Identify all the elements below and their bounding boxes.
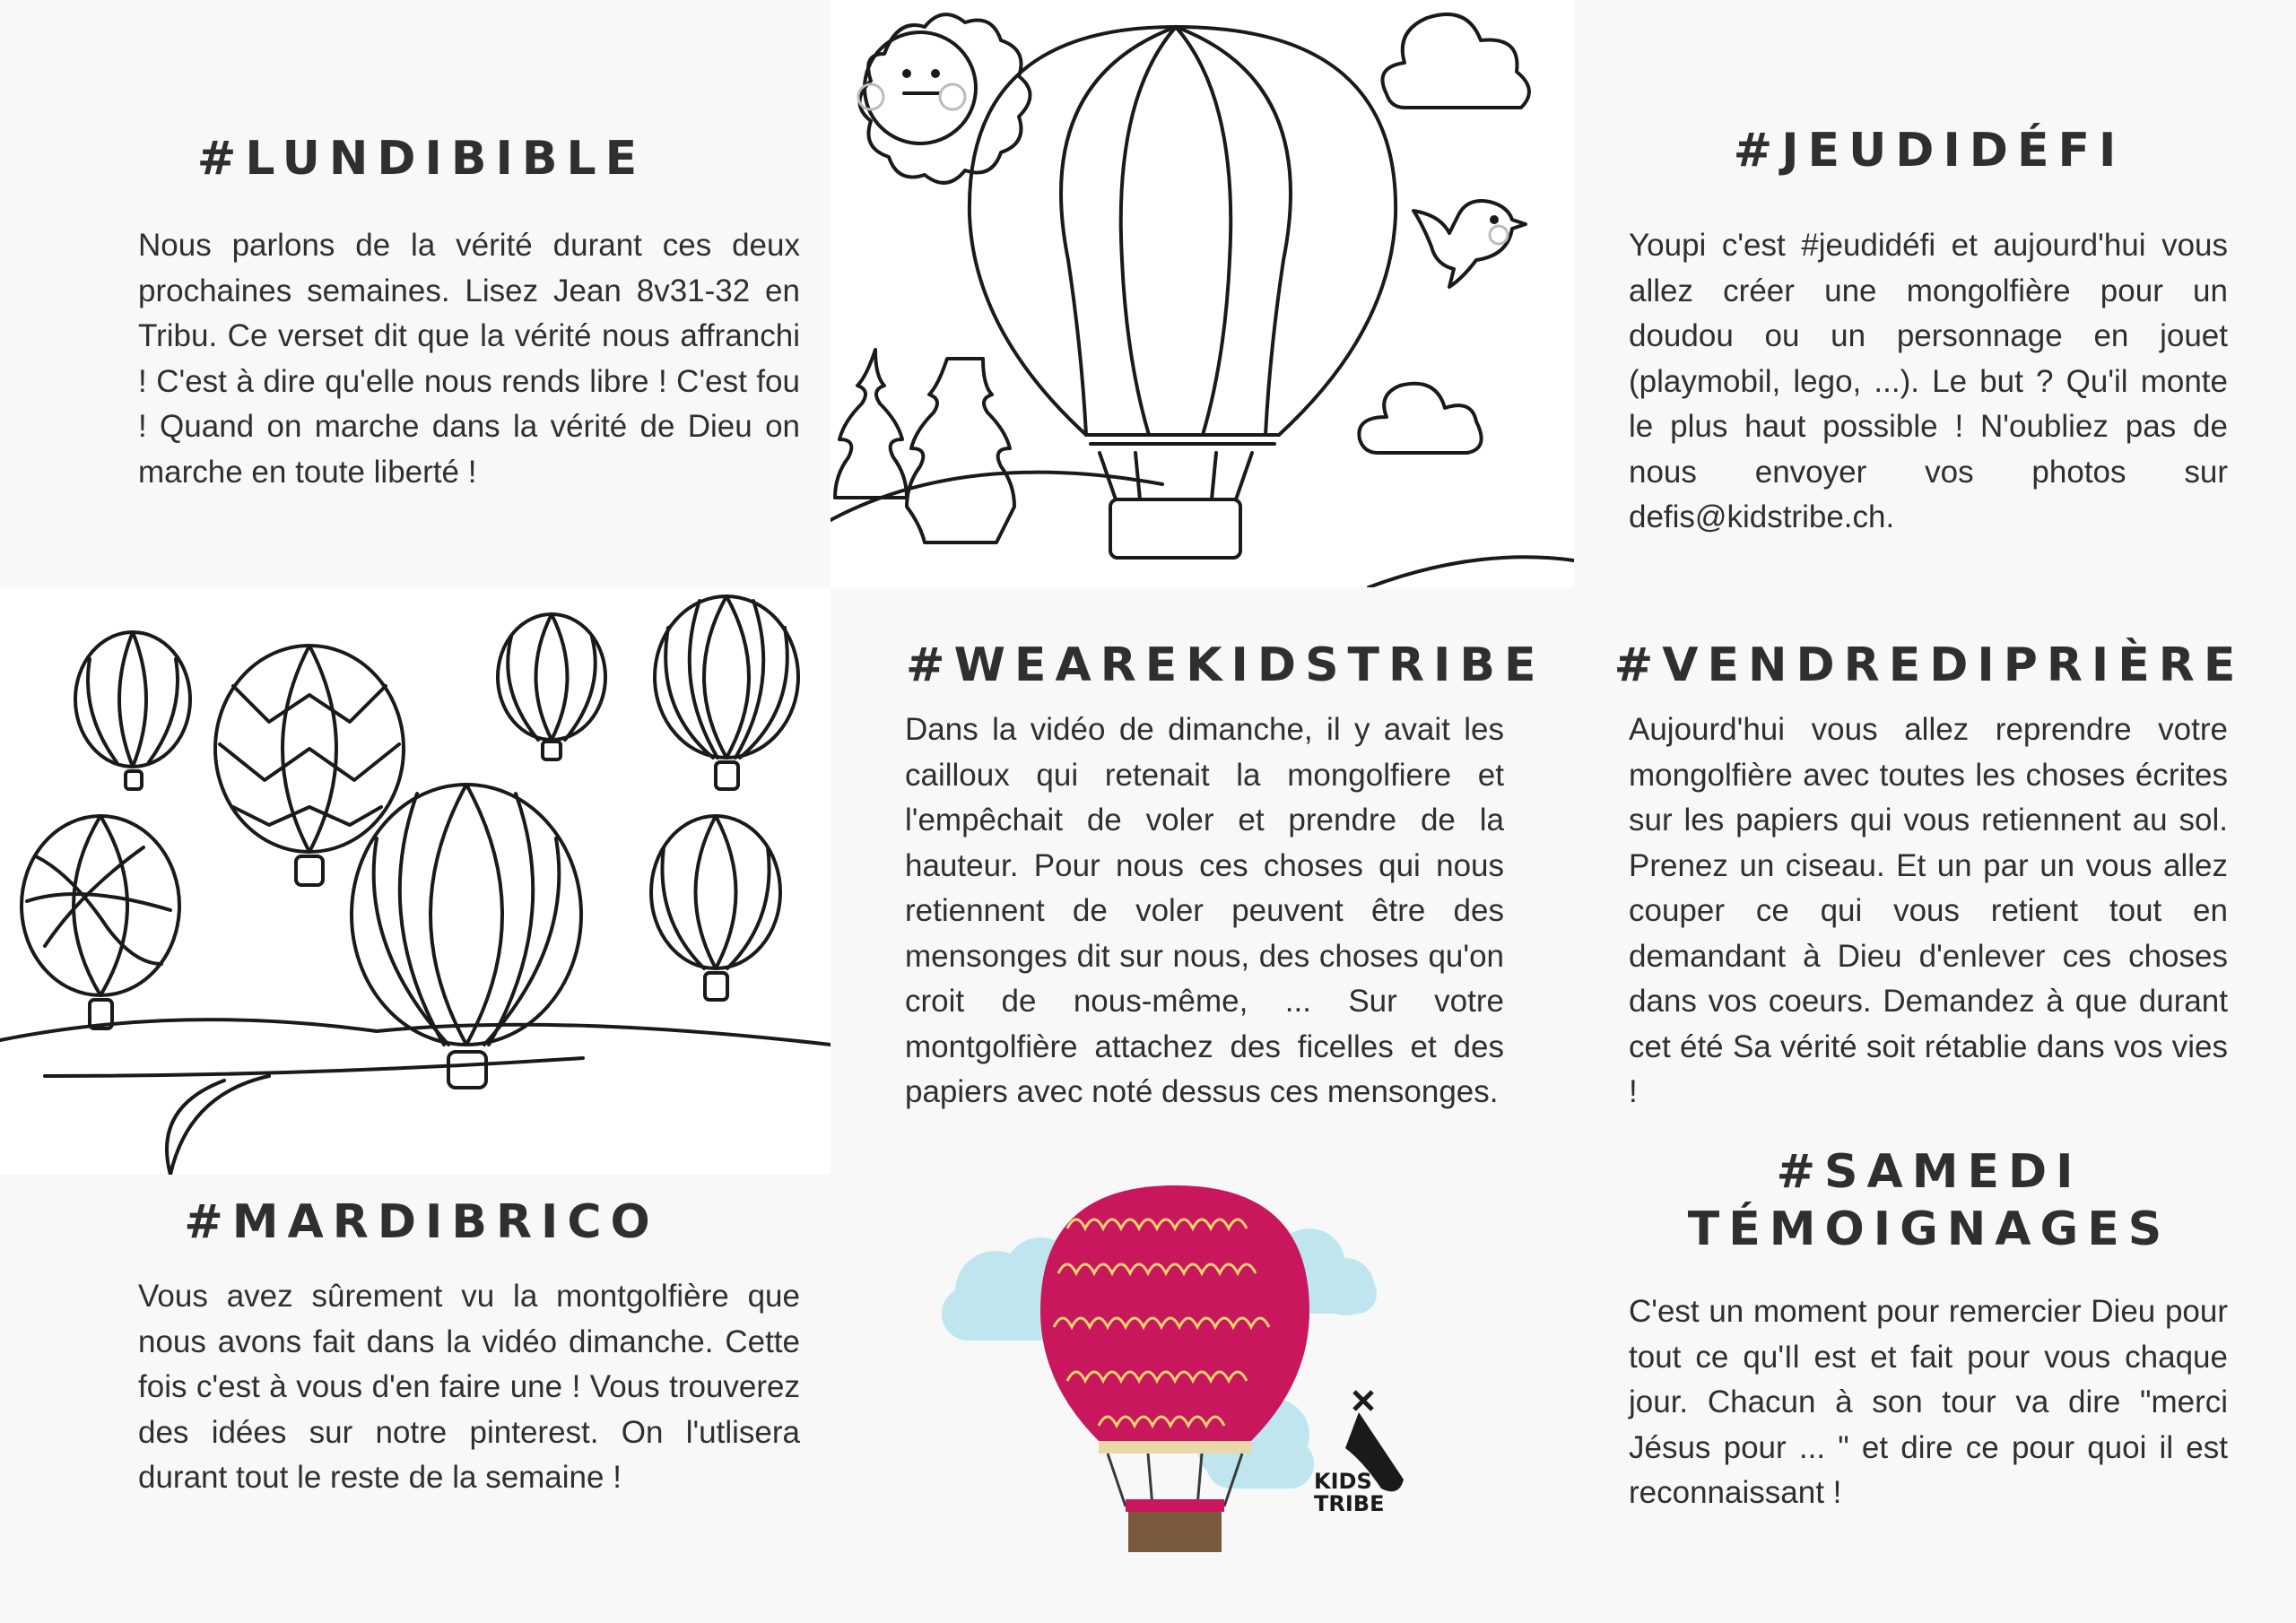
kidstribe-logo-icon [1314,1392,1404,1516]
logo-kids: KIDS [1314,1469,1372,1494]
hot-air-balloon-icon [352,785,581,1088]
sun-icon [858,14,1031,183]
wearekidstribe-text: Dans la vidéo de dimanche, il y avait les cailloux qui retenait la mongolfiere et l'empêchait de voler et prendre de la hauteur. Pour nous ces choses qui nous retiennent de voler peuvent être des mensonges dit sur nous, des choses qu'on croit de nous-même, ... Sur votre montgolfière attachez des ficelles et des papiers avec noté dessus ces mensonges. [905,712,1504,1109]
mardi-title: #MARDIBRICO [184,1195,659,1249]
bird-icon [1413,201,1526,287]
cloud-icon [1359,384,1481,453]
balloons-group-illustration [0,587,831,1175]
wearekidstribe-title: #WEAREKIDSTRIBE [906,638,1545,692]
vendredi-title: #VENDREDIPRIÈRE [1613,638,2245,692]
vendredi-text: Aujourd'hui vous allez reprendre votre mongolfière avec toutes les choses écrites sur les papiers qui vous retiennent au sol. Prenez un ciseau. Et un par un vous allez couper ce qui vous retient tout en demandant à Dieu d'enlever ces choses dans vos coeurs. Demandez à que durant cet été Sa vérité soit rétablie dans vos vies ! [1629,712,2228,1109]
jeudi-text: Youpi c'est #jeudidéfi et aujourd'hui vous allez créer une mongolfière pour un doudou ou un personnage en jouet (playmobil, lego, ...). Le but ? Qu'il monte le plus haut possible ! N'oubliez pas de nous envoyer vos photos sur defis@kidstribe.ch. [1629,228,2228,534]
hot-air-balloon-icon [970,27,1396,558]
balloon-envelope [1040,1185,1309,1441]
kidstribe-balloon-logo [933,1175,1435,1560]
mardi-text: Vous avez sûrement vu la montgolfière que nous avons fait dans la vidéo dimanche. Cette fois c'est à vous d'en faire une ! Vous trouverez des idées sur notre pinterest. On l'utlisera durant tout le reste de la semaine ! [138,1279,800,1495]
balloon-landscape-illustration [831,0,1574,587]
samedi-title-line2: TÉMOIGNAGES [1687,1202,2171,1256]
tree-icon [835,350,1014,542]
logo-tribe: TRIBE [1314,1491,1385,1516]
samedi-title-line1: #SAMEDI [1776,1145,2083,1199]
hot-air-balloon-icon [75,632,190,789]
cloud-icon [1383,14,1529,108]
hot-air-balloon-icon [22,816,179,1028]
hot-air-balloon-icon [655,596,798,789]
jeudi-title: #JEUDIDÉFI [1733,124,2126,178]
samedi-text: C'est un moment pour remercier Dieu pour tout ce qu'Il est et fait pour vous chaque jour. Chacun à son tour va dire "merci Jésus pour ... " et dire ce pour quoi il est reconnaissant ! [1629,1294,2228,1510]
hot-air-balloon-icon [651,816,780,1000]
lundi-text: Nous parlons de la vérité durant ces deux prochaines semaines. Lisez Jean 8v31-32 en Tribu. Ce verset dit que la vérité nous affranchi ! C'est à dire qu'elle nous rends libre ! C'est fou ! Quand on marche dans la vérité de Dieu on marche en toute liberté ! [138,228,800,490]
lundi-title: #LUNDIBIBLE [196,132,647,186]
hot-air-balloon-icon [498,614,605,759]
